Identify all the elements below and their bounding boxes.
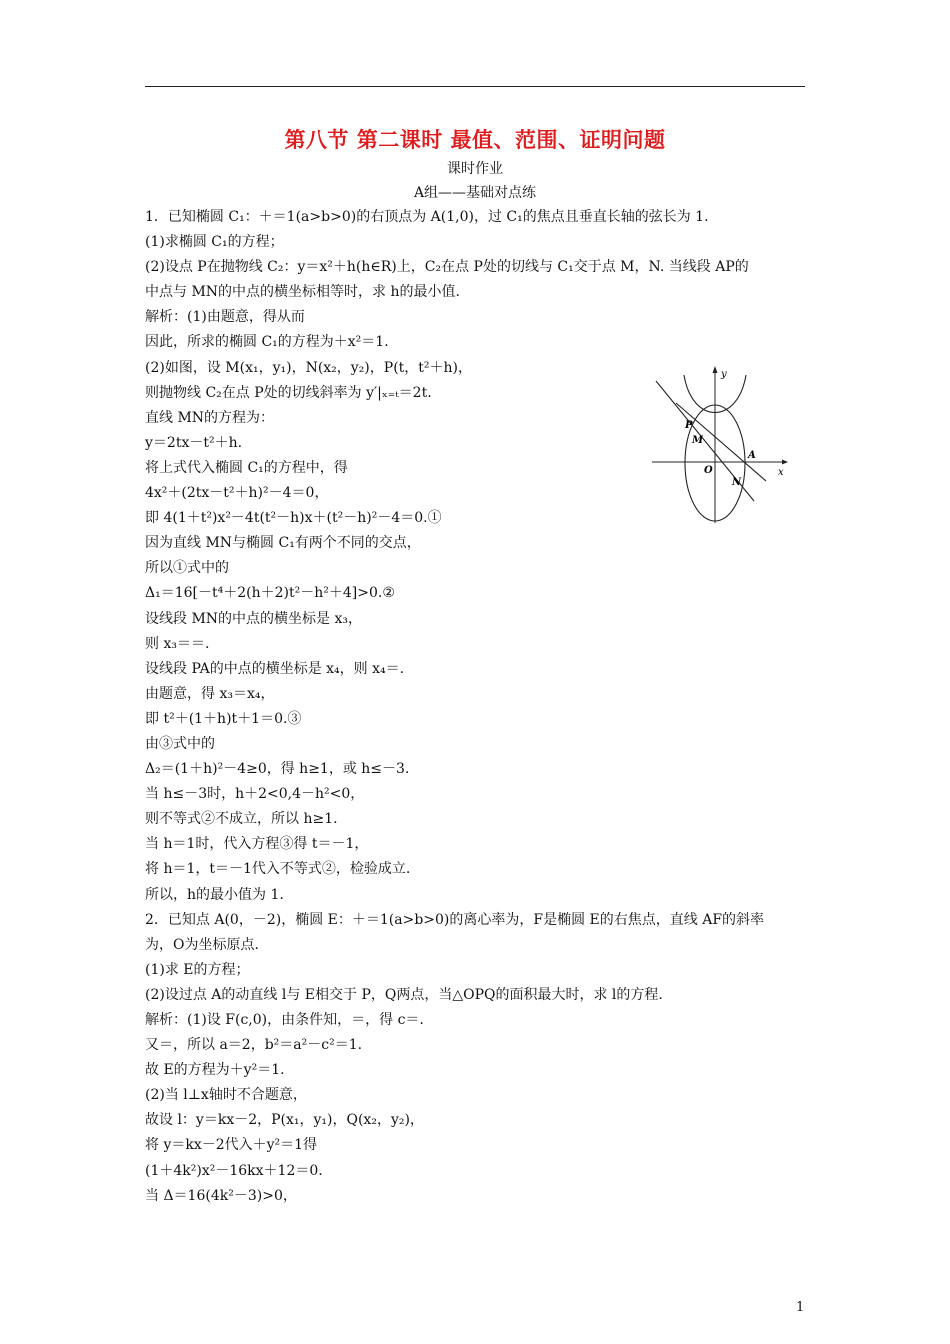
- text-line: 2．已知点 A(0，－2)，椭圆 E：＋＝1(a>b>0)的离心率为，F是椭圆 E的右焦点，直线 AF的斜率: [145, 911, 765, 928]
- fig-label-m: M: [692, 435, 704, 446]
- text-line: 将 h＝1，t＝－1代入不等式②，检验成立.: [145, 861, 411, 878]
- text-line: 由题意，得 x₃＝x₄，: [145, 685, 275, 702]
- text-line: 解析：(1)设 F(c,0)，由条件知，＝，得 c＝.: [145, 1012, 424, 1028]
- header-rule: [145, 86, 805, 87]
- text-line: 当 h＝1时，代入方程③得 t＝－1，: [145, 836, 369, 853]
- text-line: 设线段 PA的中点的横坐标是 x₄，则 x₄＝.: [145, 660, 405, 677]
- problem-text: [145, 205, 815, 1209]
- text-line: (2)设过点 A的动直线 l与 E相交于 P，Q两点，当△OPQ的面积最大时，求 l的方程.: [145, 986, 663, 1003]
- text-line: 则不等式②不成立，所以 h≥1.: [145, 811, 338, 828]
- group-heading: A组——基础对点练: [413, 185, 537, 201]
- text-line: 由③式中的: [145, 735, 215, 752]
- homework-subtitle: 课时作业: [447, 161, 503, 177]
- text-line: 当 Δ＝16(4k²－3)>0，: [145, 1187, 297, 1204]
- text-line: (1)求 E的方程；: [145, 961, 250, 978]
- text-line: 1．已知椭圆 C₁：＋＝1(a>b>0)的右顶点为 A(1,0)，过 C₁的焦点且垂直长轴的弦长为 1.: [145, 209, 709, 225]
- fig-label-o: O: [704, 465, 713, 476]
- page-number: 1: [796, 1300, 805, 1315]
- fig-label-p: P: [685, 420, 693, 431]
- text-line: 设线段 MN的中点的横坐标是 x₃，: [145, 610, 362, 627]
- text-line: 即 4(1＋t²)x²－4t(t²－h)x＋(t²－h)²－4＝0.①: [145, 510, 442, 527]
- fig-label-a: A: [748, 450, 756, 461]
- text-line: 即 t²＋(1＋h)t＋1＝0.③: [145, 710, 302, 727]
- text-line: 直线 MN的方程为：: [145, 409, 275, 426]
- text-line: 则 x₃＝＝.: [145, 635, 210, 652]
- text-line: Δ₂＝(1＋h)²－4≥0，得 h≥1，或 h≤－3.: [145, 761, 410, 778]
- text-line: 因此，所求的椭圆 C₁的方程为＋x²＝1.: [145, 334, 389, 351]
- text-line: 将上式代入椭圆 C₁的方程中，得: [145, 459, 348, 476]
- text-line: 又＝，所以 a＝2，b²＝a²－c²＝1.: [145, 1037, 363, 1054]
- text-line: 所以，h的最小值为 1.: [145, 886, 284, 903]
- text-line: y＝2tx－t²＋h.: [145, 434, 243, 451]
- text-line: 所以①式中的: [145, 560, 229, 577]
- text-line: 因为直线 MN与椭圆 C₁有两个不同的交点，: [145, 535, 421, 552]
- text-line: (2)当 l⊥x轴时不合题意，: [145, 1087, 307, 1104]
- text-line: (2)如图，设 M(x₁，y₁)，N(x₂，y₂)，P(t，t²＋h)，: [145, 359, 472, 376]
- text-line: Δ₁＝16[－t⁴＋2(h＋2)t²－h²＋4]>0.②: [145, 585, 395, 602]
- text-line: 故 E的方程为＋y²＝1.: [145, 1062, 285, 1079]
- fig-label-n: N: [732, 477, 742, 488]
- text-line: 解析：(1)由题意，得从而: [145, 309, 305, 326]
- fig-label-x: x: [778, 467, 784, 478]
- text-line: 将 y＝kx－2代入＋y²＝1得: [145, 1137, 318, 1154]
- text-line: 则抛物线 C₂在点 P处的切线斜率为 y′|ₓ₌ₜ＝2t.: [145, 384, 432, 401]
- text-line: 故设 l：y＝kx－2，P(x₁，y₁)，Q(x₂，y₂)，: [145, 1112, 424, 1129]
- text-line: 4x²＋(2tx－t²＋h)²－4＝0，: [145, 485, 329, 502]
- text-line: 当 h≤－3时，h＋2<0,4－h²<0，: [145, 786, 365, 803]
- text-line: 中点与 MN的中点的横坐标相等时，求 h的最小值.: [145, 284, 460, 301]
- fig-label-y: y: [721, 369, 727, 380]
- text-line: (2)设点 P在抛物线 C₂：y＝x²＋h(h∈R)上，C₂在点 P处的切线与 C₁交于点 M，N. 当线段 AP的: [145, 259, 749, 276]
- text-line: (1＋4k²)x²－16kx＋12＝0.: [145, 1162, 323, 1179]
- ellipse-parabola-figure: [648, 365, 788, 525]
- text-line: 为，O为坐标原点.: [145, 936, 259, 953]
- text-line: (1)求椭圆 C₁的方程；: [145, 234, 284, 251]
- page-title: 第八节 第二课时 最值、范围、证明问题: [284, 128, 666, 152]
